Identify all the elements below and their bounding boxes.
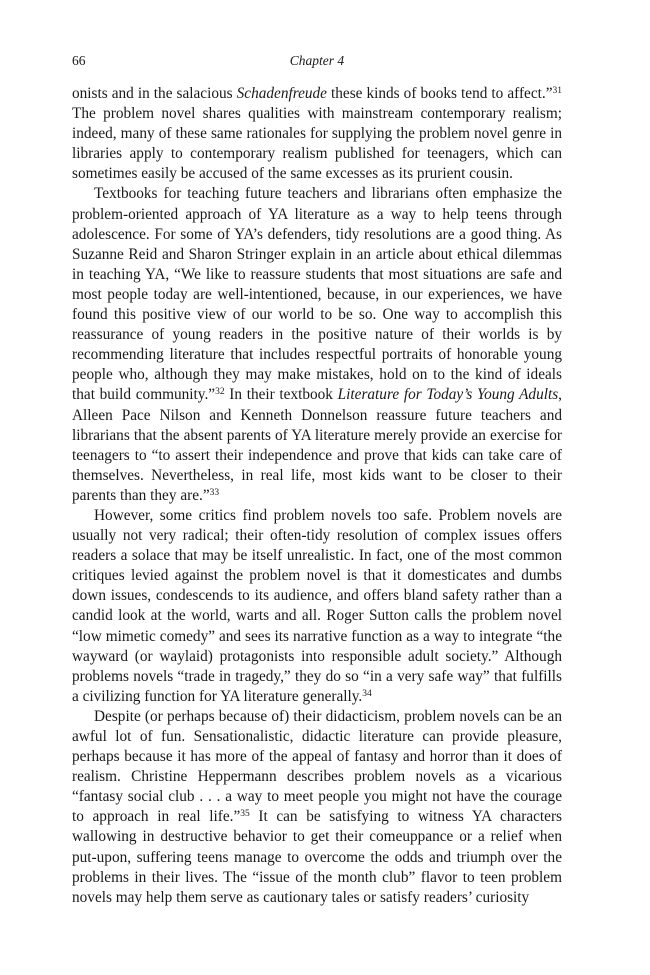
text-run: It can be satisfying to witness YA characters wallowing in destructive behavior to get their comeuppance or a relief when put-upon, suffering teens manage to overcome the odds and triumph over the problems in their lives. The “issue of the month club” flavor to teen problem novels may help them serve as cautionary tales or satisfy readers’ curiosity [72, 808, 562, 906]
text-run: , Alleen Pace Nilson and Kenneth Donnelson reassure future teachers and librarians that the absent parents of YA literature merely provide an exercise for teenagers to “to assert their independence and prove that kids can take care of themselves. Nevertheless, in real life, most kids want to be closer to their parents than they are.” [72, 386, 562, 504]
text-run: Despite (or perhaps because of) their didacticism, problem novels can be an awful lot of fun. Sensationalistic, didactic literature can provide pleasure, perhaps because it has more of the appeal of fantasy and horror than it does of realism. Christine Heppermann describes problem novels as a vicarious “fantasy social club . . . a way to meet people you might not have the courage to approach in real life.” [72, 707, 562, 826]
footnote-ref: 33 [209, 487, 220, 498]
page-header [72, 53, 562, 73]
footnote-ref: 31 [552, 86, 562, 96]
page-number: 66 [72, 53, 86, 68]
footnote-ref: 32 [215, 387, 225, 398]
text-run: these kinds of books tend to affect.” [326, 85, 553, 102]
paragraph [72, 707, 562, 908]
paragraph [72, 506, 562, 707]
paragraph [72, 184, 562, 506]
text-run: onists and in the salacious [72, 85, 237, 102]
body-text [72, 84, 562, 908]
text-run: In their textbook [224, 386, 338, 404]
italic-title: Schadenfreude [236, 85, 327, 102]
text-run: The problem novel shares qualities with mainstream contemporary realism; indeed, many of these same rationales for supplying the problem novel genre in libraries apply to contemporary realism published for teenagers, which can sometimes easily be accused of the same excesses as its prurient cousin. [72, 105, 562, 183]
paragraph [72, 84, 562, 184]
running-head: Chapter 4 [289, 53, 345, 68]
italic-title: Literature for Today’s Young Adults [337, 386, 559, 404]
footnote-ref: 34 [362, 688, 372, 699]
text-run: Textbooks for teaching future teachers and librarians often emphasize the problem-oriented approach of YA literature as a way to help teens through adolescence. For some of YA’s defenders, tidy resolutions are a good thing. As Suzanne Reid and Sharon Stringer explain in an article about ethical dilemmas in teaching YA, “We like to reassure students that most situations are safe and most people today are well-intentioned, because, in our experiences, we have found this positive view of our world to be so. One way to accomplish this reassurance of young readers in the positive nature of their worlds is by recommending literature that includes respectful portraits of honorable young people who, although they may make mistakes, hold on to the kind of ideals that build community.” [72, 185, 562, 404]
footnote-ref: 35 [240, 809, 250, 820]
text-run: However, some critics find problem novels too safe. Problem novels are usually not very radical; their often-tidy resolution of complex issues offers readers a solace that may be itself unrealistic. In fact, one of the most common critiques levied against the problem novel is that it domesticates and dumbs down issues, condescends to its audience, and offers bland safety rather than a candid look at the world, warts and all. Roger Sutton calls the problem novel “low mimetic comedy” and sees its narrative function as a way to integrate “the wayward (or waylaid) protagonists into responsible adult society.” Although problems novels “trade in tragedy,” they do so “in a very safe way” that fulfills a civilizing function for YA literature generally. [72, 506, 562, 705]
